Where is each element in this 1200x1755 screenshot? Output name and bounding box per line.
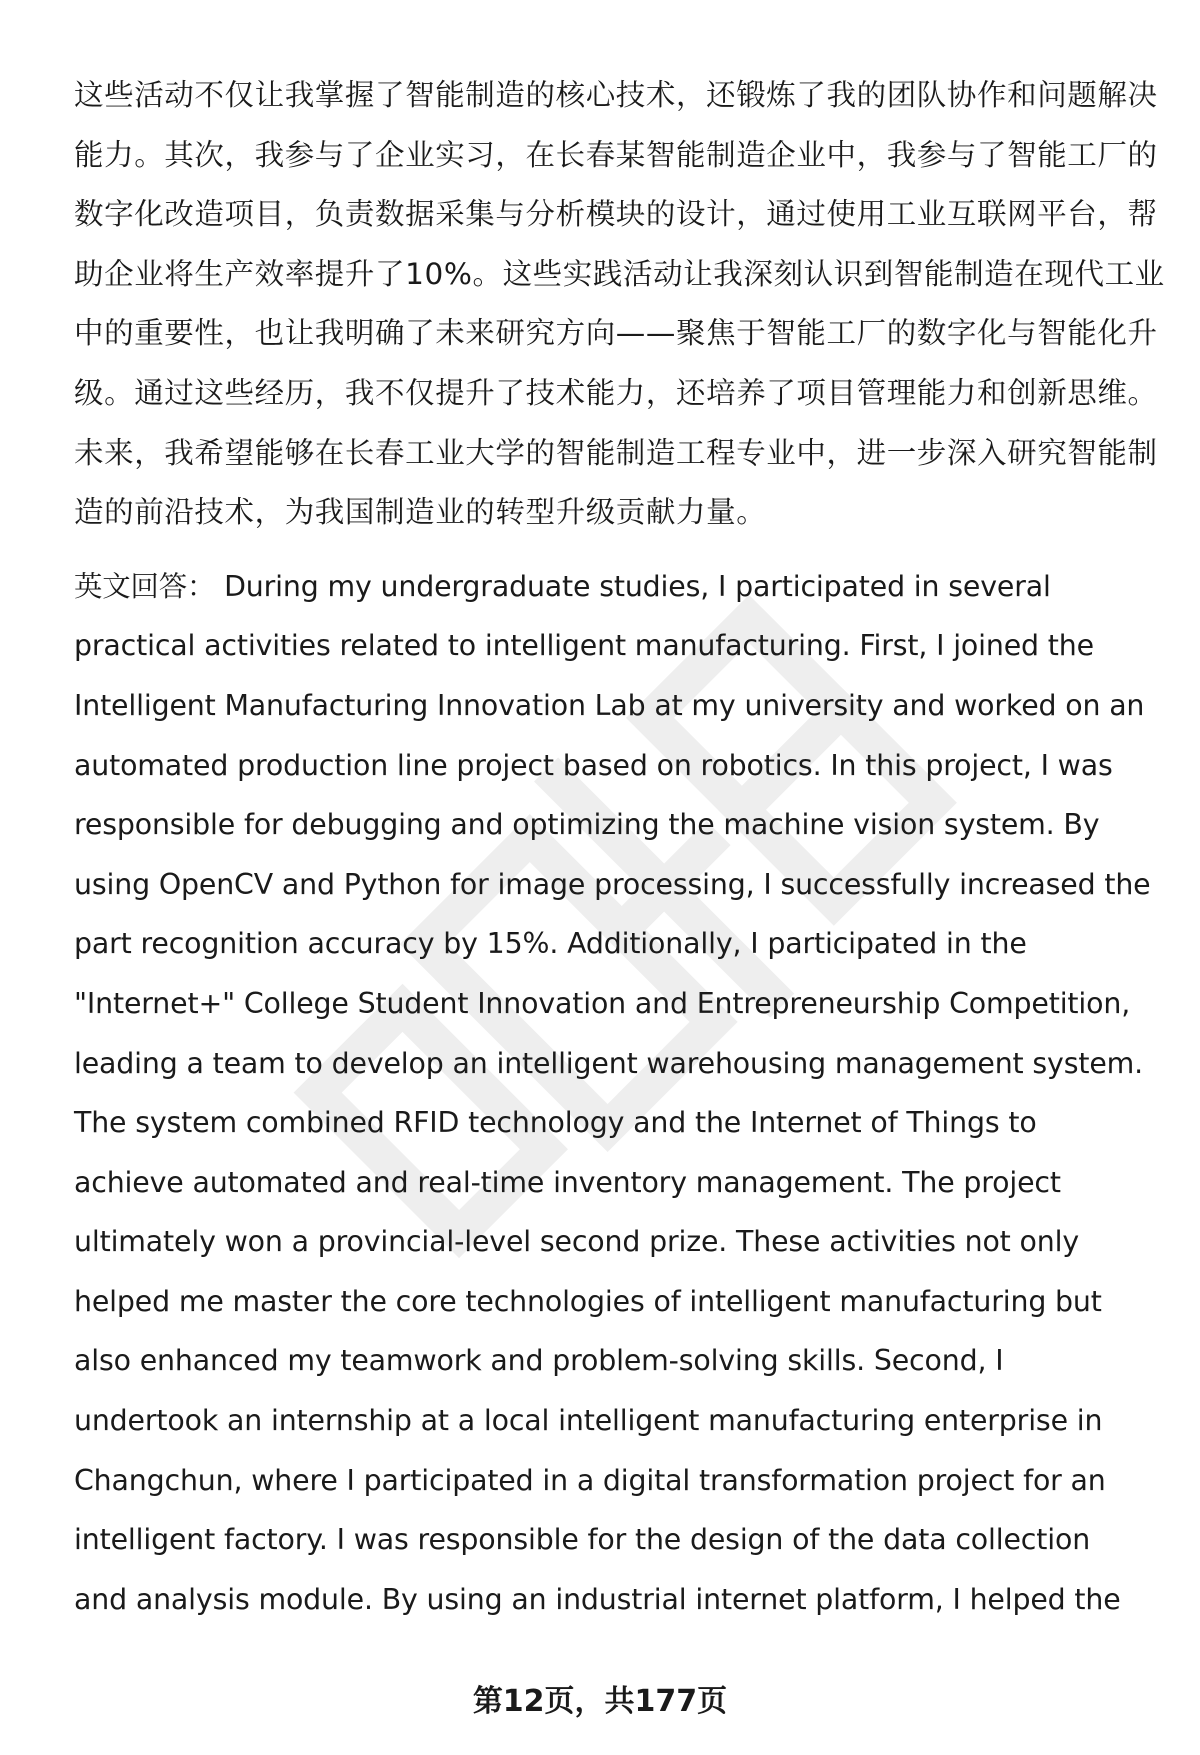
english-line: "Internet+" College Student Innovation and Entrepreneurship Competition, bbox=[74, 986, 1131, 1020]
page-number-footer: 第12页，共177页 bbox=[472, 1684, 728, 1719]
chinese-line: 级。通过这些经历，我不仅提升了技术能力，还培养了项目管理能力和创新思维。 bbox=[74, 375, 1158, 410]
english-line: Changchun, where I participated in a digital transformation project for an bbox=[74, 1463, 1106, 1497]
english-answer-paragraph bbox=[74, 557, 1164, 1630]
english-line: The system combined RFID technology and the Internet of Things to bbox=[74, 1106, 1037, 1140]
english-line: using OpenCV and Python for image processing, I successfully increased the bbox=[74, 867, 1151, 901]
english-line: automated production line project based on robotics. In this project, I was bbox=[74, 748, 1113, 782]
chinese-line: 未来，我希望能够在长春工业大学的智能制造工程专业中，进一步深入研究智能制 bbox=[74, 435, 1158, 470]
english-line: also enhanced my teamwork and problem-solving skills. Second, I bbox=[74, 1344, 1004, 1378]
document-body bbox=[74, 66, 1164, 1629]
english-line: helped me master the core technologies of intelligent manufacturing but bbox=[74, 1284, 1102, 1318]
english-line: practical activities related to intelligent manufacturing. First, I joined the bbox=[74, 629, 1094, 663]
chinese-line: 助企业将生产效率提升了10%。这些实践活动让我深刻认识到智能制造在现代工业 bbox=[74, 256, 1165, 291]
chinese-line: 造的前沿技术，为我国制造业的转型升级贡献力量。 bbox=[74, 495, 767, 530]
english-line: leading a team to develop an intelligent warehousing management system. bbox=[74, 1046, 1144, 1080]
chinese-line: 中的重要性，也让我明确了未来研究方向——聚焦于智能工厂的数字化与智能化升 bbox=[74, 316, 1158, 351]
english-line: part recognition accuracy by 15%. Additionally, I participated in the bbox=[74, 927, 1027, 961]
english-line: undertook an internship at a local intelligent manufacturing enterprise in bbox=[74, 1404, 1103, 1438]
english-line: responsible for debugging and optimizing the machine vision system. By bbox=[74, 808, 1100, 842]
english-first-line bbox=[74, 557, 1164, 617]
chinese-answer-paragraph bbox=[74, 66, 1164, 543]
english-line: Intelligent Manufacturing Innovation Lab at my university and worked on an bbox=[74, 688, 1145, 722]
english-line: intelligent factory. I was responsible for the design of the data collection bbox=[74, 1523, 1091, 1557]
english-line: achieve automated and real-time inventory management. The project bbox=[74, 1165, 1061, 1199]
english-line-text: During my undergraduate studies, I participated in several bbox=[224, 569, 1051, 603]
chinese-line: 数字化改造项目，负责数据采集与分析模块的设计，通过使用工业互联网平台，帮 bbox=[74, 197, 1158, 232]
chinese-line: 这些活动不仅让我掌握了智能制造的核心技术，还锻炼了我的团队协作和问题解决 bbox=[74, 78, 1158, 112]
english-answer-label: 英文回答： bbox=[74, 569, 216, 603]
chinese-line: 能力。其次，我参与了企业实习，在长春某智能制造企业中，我参与了智能工厂的 bbox=[74, 137, 1158, 172]
english-line: and analysis module. By using an industrial internet platform, I helped the bbox=[74, 1582, 1121, 1616]
english-line: ultimately won a provincial-level second prize. These activities not only bbox=[74, 1225, 1079, 1259]
